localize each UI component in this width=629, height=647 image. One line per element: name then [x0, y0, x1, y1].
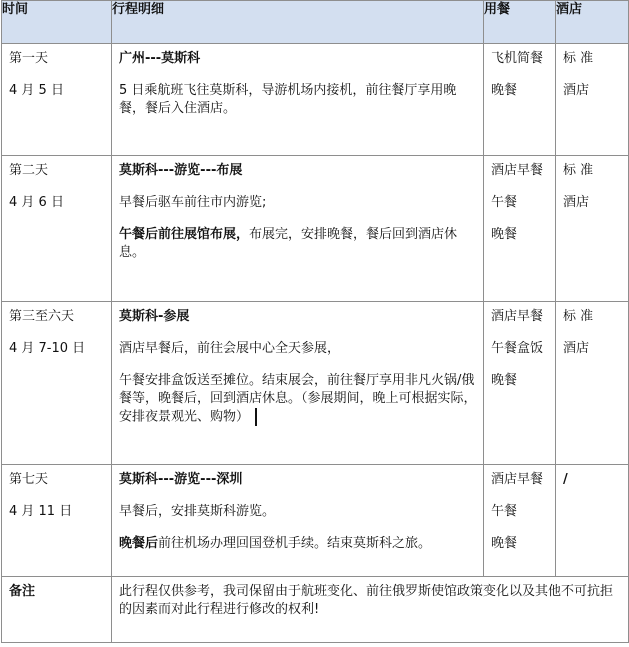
meal-item: 酒店早餐: [491, 309, 544, 324]
meal-item: 午餐: [491, 195, 518, 210]
header-hotel: 酒店: [556, 1, 629, 44]
meal-item: 酒店早餐: [491, 472, 544, 487]
day-label: 第二天: [9, 163, 49, 178]
hotel-item: 酒店: [563, 83, 590, 98]
itinerary-table: [1, 0, 629, 643]
hotel-item: /: [563, 472, 568, 487]
meal-item: 午餐: [491, 504, 518, 519]
header-time: 时间: [2, 1, 112, 44]
day-date: 4 月 6 日: [9, 195, 64, 210]
header-row: [2, 1, 629, 44]
day-title: 广州---莫斯科: [119, 51, 201, 66]
day-label: 第一天: [9, 51, 49, 66]
day-date: 4 月 11 日: [9, 504, 73, 519]
day-paragraph: 午餐安排盒饭送至摊位。结束展会，前往餐厅享用非凡火锅/俄餐等，晚餐后，回到酒店休息。（参展期间，晚上可根据实际， 安排夜景观光、购物）: [119, 373, 477, 425]
day-paragraph-mixed: [119, 226, 477, 262]
paragraph-rest: 前往机场办理回国登机手续。结束莫斯科之旅。: [158, 536, 432, 551]
text-cursor: [255, 408, 257, 426]
hotel-item: 标 准: [563, 309, 594, 324]
day-title: 莫斯科---游览---布展: [119, 163, 243, 178]
bold-lead: 晚餐后: [119, 536, 159, 551]
day-date: 4 月 7-10 日: [9, 341, 86, 356]
day-row: [2, 302, 629, 465]
meal-item: 晚餐: [491, 227, 518, 242]
day-title: 莫斯科---游览---深圳: [119, 472, 243, 487]
meal-item: 晚餐: [491, 536, 518, 551]
day-row: [2, 44, 629, 156]
header-meal: 用餐: [484, 1, 556, 44]
day-label: 第三至六天: [9, 309, 75, 324]
meal-item: 飞机简餐: [491, 51, 544, 66]
hotel-item: 标 准: [563, 51, 594, 66]
remarks-text: 此行程仅供参考，我司保留由于航班变化、前往俄罗斯使馆政策变化以及其他不可抗拒的因素而对此行程进行修改的权利!: [119, 584, 614, 617]
meal-item: 午餐盒饭: [491, 341, 544, 356]
hotel-item: 标 准: [563, 163, 594, 178]
day-row: [2, 465, 629, 577]
meal-item: 晚餐: [491, 83, 518, 98]
day-paragraph-with-cursor: [119, 372, 477, 427]
day-paragraph-mixed: [119, 535, 477, 553]
remarks-label: 备注: [9, 584, 36, 599]
meal-item: 晚餐: [491, 373, 518, 388]
day-paragraph: 早餐后，安排莫斯科游览。: [119, 504, 276, 519]
day-label: 第七天: [9, 472, 49, 487]
day-row: [2, 156, 629, 302]
day-paragraph: 早餐后驱车前往市内游览;: [119, 195, 267, 210]
bold-lead: 午餐后前往展馆布展，: [119, 227, 250, 242]
day-title: 莫斯科-参展: [119, 309, 190, 324]
paragraph-rest: 布展完，安排晚餐，餐后回到酒店休息。: [119, 227, 458, 260]
header-detail: 行程明细: [112, 1, 484, 44]
hotel-item: 酒店: [563, 341, 590, 356]
day-paragraph: 酒店早餐后，前往会展中心全天参展，: [119, 341, 341, 356]
hotel-item: 酒店: [563, 195, 590, 210]
day-paragraph: 5 日乘航班飞往莫斯科，导游机场内接机，前往餐厅享用晚餐，餐后入住酒店。: [119, 83, 457, 116]
remarks-row: [2, 577, 629, 643]
day-date: 4 月 5 日: [9, 83, 64, 98]
meal-item: 酒店早餐: [491, 163, 544, 178]
